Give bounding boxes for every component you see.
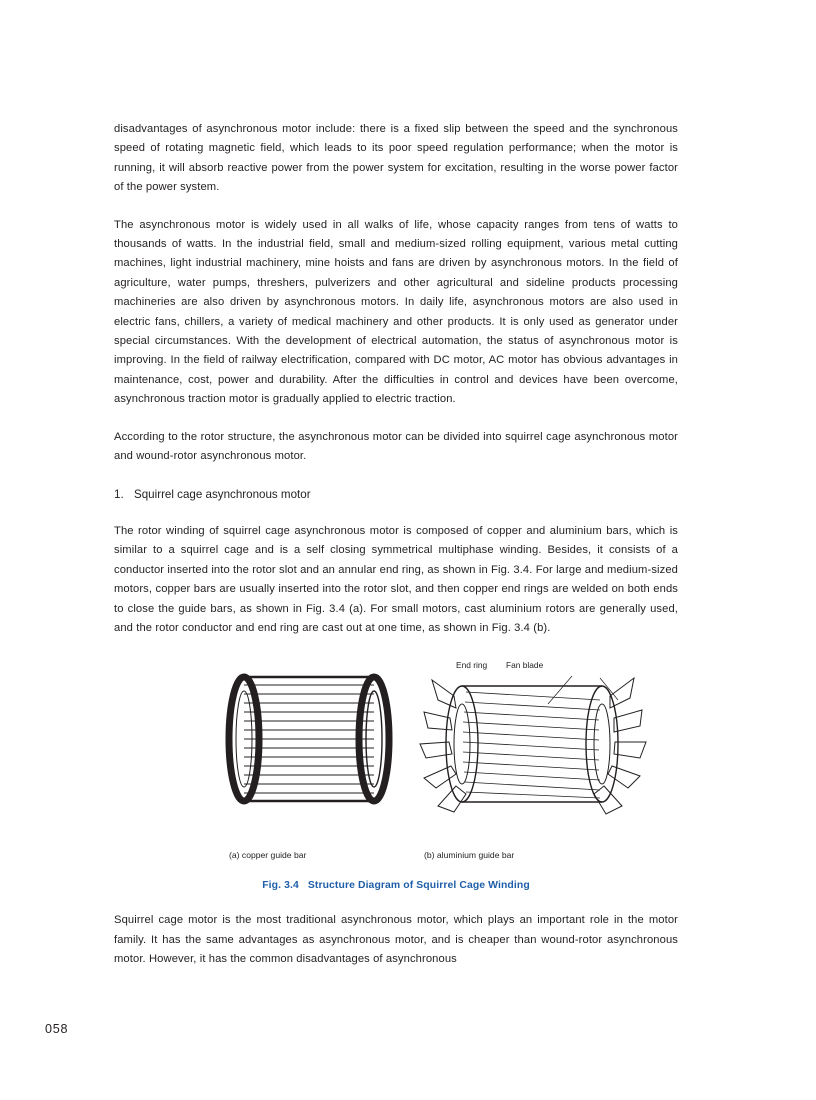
figure-title (114, 880, 678, 891)
page-number: 058 (45, 1022, 69, 1036)
paragraph-3: According to the rotor structure, the asynchronous motor can be divided into squirrel cage asynchronous motor and wound-rotor asynchronous motor. (114, 430, 678, 463)
figure-artwork (114, 660, 678, 850)
figure-title-label: Fig. 3.4 (262, 880, 299, 892)
page-content (114, 120, 678, 970)
section-number: 1. (114, 487, 124, 501)
section-title: Squirrel cage asynchronous motor (134, 487, 311, 501)
paragraph-1: disadvantages of asynchronous motor include: there is a fixed slip between the speed and the synchronous speed of rotating magnetic field, which leads to its poor speed regulation performance; when the motor is running, it will absorb reactive power from the power system for excitation, resulting in the worse power factor of the power system. (114, 123, 678, 194)
squirrel-cage-winding-diagram (114, 660, 678, 850)
sub-caption-a: (a) copper guide bar (229, 850, 307, 861)
section-heading (114, 485, 678, 504)
paragraph-4: The rotor winding of squirrel cage asynchronous motor is composed of copper and aluminium bars, which is similar to a squirrel cage and is a self closing symmetrical multiphase winding. Besides, it consists of a conductor inserted into the rotor slot and an annular end ring, as shown in Fig. 3.4. For large and medium-sized motors, copper bars are usually inserted into the rotor slot, and then copper end rings are welded on both ends to close the guide bars, as shown in Fig. 3.4 (a). For small motors, cast aluminium rotors are generally used, and the rotor conductor and end ring are cast out at one time, as shown in Fig. 3.4 (b). (114, 524, 678, 634)
annotation-fan-blade: Fan blade (506, 660, 544, 671)
annotation-end-ring: End ring (456, 660, 488, 671)
sub-caption-b: (b) aluminium guide bar (424, 850, 515, 861)
paragraph-2: The asynchronous motor is widely used in all walks of life, whose capacity ranges from tens of watts to thousands of watts. In the industrial field, small and medium-sized rolling equipment, various metal cutting machines, light industrial machinery, mine hoists and fans are driven by asynchronous motors. In the field of agriculture, water pumps, threshers, pulverizers and other agricultural and sideline products processing machineries are also driven by asynchronous motors. In daily life, asynchronous motors are also used in electric fans, chillers, a variety of medical machinery and other products. It is only used as generator under special circumstances. With the development of electrical automation, the status of asynchronous motor is improving. In the field of railway electrification, compared with DC motor, AC motor has obvious advantages in maintenance, cost, power and durability. After the difficulties in control and devices have been overcome, asynchronous traction motor is gradually applied to electric traction. (114, 218, 678, 406)
figure-sub-captions (114, 850, 678, 864)
figure-3-4 (114, 660, 678, 891)
figure-title-text: Structure Diagram of Squirrel Cage Winding (307, 880, 530, 892)
paragraph-5: Squirrel cage motor is the most traditional asynchronous motor, which plays an important role in the motor family. It has the same advantages as asynchronous motor, and is cheaper than wound-rotor asynchronous motor. However, it has the common disadvantages of asynchronous (114, 914, 678, 966)
